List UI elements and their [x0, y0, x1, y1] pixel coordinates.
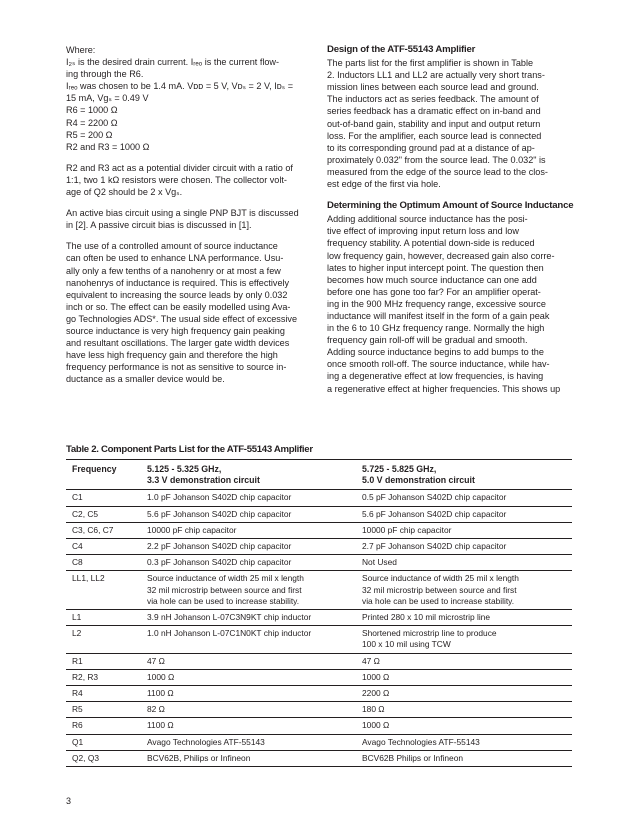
text-line: measured from the edge of the source lead to the clos- — [327, 166, 548, 177]
part-description-cell: 1.0 nH Johanson L-07C1N0KT chip inductor — [141, 626, 356, 653]
text-line: R2 and R3 act as a potential divider circuit with a ratio of — [66, 162, 293, 173]
resistor-values — [66, 104, 313, 152]
part-description-cell: BCV62B, Philips or Infineon — [141, 750, 356, 766]
text-line: in [2]. A passive circuit bias is discussed in [1]. — [66, 220, 252, 231]
text-line: Adding additional source inductance has the posi- — [327, 214, 528, 225]
part-designator-cell: R4 — [66, 686, 141, 702]
part-designator-cell: C8 — [66, 555, 141, 571]
optimum-heading: Determining the Optimum Amount of Source Inductance — [327, 200, 574, 212]
part-designator-cell: L2 — [66, 626, 141, 653]
text-line: lates to higher input intercept point. The question then — [327, 262, 544, 273]
text-line: mission lines between each source lead and ground. — [327, 82, 539, 93]
design-heading: Design of the ATF-55143 Amplifier — [327, 44, 476, 55]
text-line: est edge of the first via hole. — [327, 179, 441, 190]
text-line: source inductance is very high frequency gain peaking — [66, 325, 285, 336]
part-description-cell: 5.6 pF Johanson S402D chip capacitor — [356, 506, 572, 522]
iref-paragraph — [66, 80, 313, 104]
part-description-cell: Not Used — [356, 555, 572, 571]
text-line: ing in the 900 MHz frequency range, excessive source — [327, 298, 546, 309]
text-line: The use of a controlled amount of source inductance — [66, 241, 278, 252]
table-row — [66, 571, 572, 610]
part-description-cell: 5.6 pF Johanson S402D chip capacitor — [141, 506, 356, 522]
text-line: frequency gain roll-off will be gradual and smooth. — [327, 335, 528, 346]
text-line: tive effect of improving input return loss and low — [327, 226, 519, 237]
part-description-cell: Avago Technologies ATF-55143 — [141, 734, 356, 750]
text-line: low frequency gain, however, decreased gain also corre- — [327, 250, 555, 261]
part-designator-cell: C2, C5 — [66, 506, 141, 522]
text-line: inductance will manifest itself in the form of a gain peak — [327, 310, 550, 321]
part-designator-cell: Q2, Q3 — [66, 750, 141, 766]
part-description-cell: 3.9 nH Johanson L-07C3N9KT chip inductor — [141, 610, 356, 626]
header-circuit-b: 5.725 - 5.825 GHz, 5.0 V demonstration circuit — [356, 460, 572, 490]
resistor-line: R5 = 200 Ω — [66, 129, 113, 140]
part-description-cell: 1000 Ω — [141, 669, 356, 685]
table-body — [66, 490, 572, 767]
parts-table — [66, 459, 572, 767]
text-line: in the 6 to 10 GHz frequency range. Normally the high — [327, 323, 545, 334]
table-row — [66, 653, 572, 669]
table-title: Table 2. Component Parts List for the ATF-55143 Amplifier — [66, 444, 313, 455]
part-description-cell: 82 Ω — [141, 702, 356, 718]
part-designator-cell: R5 — [66, 702, 141, 718]
part-description-cell: 10000 pF chip capacitor — [356, 522, 572, 538]
table-header-row — [66, 460, 572, 490]
text-line: I₂ₛ is the desired drain current. Iᵣₑₒ is the current flow- — [66, 57, 280, 68]
part-designator-cell: C4 — [66, 539, 141, 555]
design-paragraph — [327, 57, 574, 190]
divider-paragraph — [66, 162, 313, 198]
table-row — [66, 750, 572, 766]
part-designator-cell: LL1, LL2 — [66, 571, 141, 610]
table-row — [66, 626, 572, 653]
text-line: series feedback has a dramatic effect on in-band and — [327, 106, 541, 117]
part-description-cell: 1100 Ω — [141, 718, 356, 734]
text-line: nanohenrys of inductance is required. This is effectively — [66, 277, 290, 288]
text-line: 2. Inductors LL1 and LL2 are actually very short trans- — [327, 70, 545, 81]
text-line: ally only a few tenths of a nanohenry or at most a few — [66, 265, 281, 276]
text-line: Adding source inductance begins to add bumps to the — [327, 347, 544, 358]
resistor-line: R6 = 1000 Ω — [66, 105, 118, 116]
text-line: proximately 0.032" from the source lead. The 0.032" is — [327, 154, 546, 165]
part-description-cell: Source inductance of width 25 mil x length 32 mil microstrip between source and first via hole can be used to increase stability. — [356, 571, 572, 610]
table-row — [66, 718, 572, 734]
text-line: ductance as a smaller device would be. — [66, 374, 225, 385]
part-description-cell: 47 Ω — [356, 653, 572, 669]
part-description-cell: 1000 Ω — [356, 669, 572, 685]
table-row — [66, 555, 572, 571]
part-description-cell: 10000 pF chip capacitor — [141, 522, 356, 538]
part-description-cell: Avago Technologies ATF-55143 — [356, 734, 572, 750]
text-line: and resultant oscillations. The larger gate width devices — [66, 338, 290, 349]
part-description-cell: Printed 280 x 10 mil microstrip line — [356, 610, 572, 626]
part-description-cell: 2.2 pF Johanson S402D chip capacitor — [141, 539, 356, 555]
part-description-cell: 1100 Ω — [141, 686, 356, 702]
text-line: The parts list for the first amplifier is shown in Table — [327, 58, 534, 69]
text-line: 15 mA, Vɡₛ = 0.49 V — [66, 93, 149, 104]
table-row — [66, 734, 572, 750]
table-row — [66, 522, 572, 538]
text-line: age of Q2 should be 2 x Vɡₛ. — [66, 187, 183, 198]
text-line: loss. For the amplifier, each source lead is connected — [327, 130, 542, 141]
part-description-cell: 0.3 pF Johanson S402D chip capacitor — [141, 555, 356, 571]
text-line: to its corresponding ground pad at a distance of ap- — [327, 142, 535, 153]
table-row — [66, 669, 572, 685]
part-designator-cell: C3, C6, C7 — [66, 522, 141, 538]
part-designator-cell: R2, R3 — [66, 669, 141, 685]
where-label: Where: — [66, 45, 96, 55]
part-description-cell: Source inductance of width 25 mil x length 32 mil microstrip between source and first via hole can be used to increase stability. — [141, 571, 356, 610]
part-description-cell: 47 Ω — [141, 653, 356, 669]
part-description-cell: 1.0 pF Johanson S402D chip capacitor — [141, 490, 356, 506]
text-line: frequency performance is not as sensitive to source in- — [66, 362, 287, 373]
table-row — [66, 610, 572, 626]
source-inductance-paragraph — [66, 240, 313, 385]
text-line: before one has gone too far? For an amplifier operat- — [327, 286, 541, 297]
text-line: ing through the R6. — [66, 69, 144, 80]
text-line: frequency stability. A potential down-side is reduced — [327, 238, 535, 249]
part-designator-cell: L1 — [66, 610, 141, 626]
part-description-cell: BCV62B Philips or Infineon — [356, 750, 572, 766]
header-frequency: Frequency — [66, 460, 141, 490]
part-description-cell: 1000 Ω — [356, 718, 572, 734]
text-line: a regenerative effect at higher frequencies. This shows up — [327, 383, 561, 394]
part-designator-cell: R1 — [66, 653, 141, 669]
page-number: 3 — [66, 796, 72, 806]
right-column — [327, 44, 574, 405]
table-row — [66, 506, 572, 522]
part-description-cell: 2200 Ω — [356, 686, 572, 702]
text-line: 1:1, two 1 kΩ resistors were chosen. The collector volt- — [66, 174, 287, 185]
text-line: becomes how much source inductance can one add — [327, 274, 537, 285]
text-line: go Technologies ADS*. The usual side effect of excessive — [66, 313, 298, 324]
table-row — [66, 490, 572, 506]
optimum-paragraph — [327, 213, 574, 394]
active-bias-paragraph — [66, 207, 313, 231]
text-line: inch or so. The effect can be easily modelled using Ava- — [66, 301, 291, 312]
part-description-cell: Shortened microstrip line to produce 100 x 10 mil using TCW — [356, 626, 572, 653]
text-line: Iᵣₑₒ was chosen to be 1.4 mA. Vᴅᴅ = 5 V, Vᴅₛ = 2 V, Iᴅₛ = — [66, 81, 294, 92]
part-description-cell: 180 Ω — [356, 702, 572, 718]
table-row — [66, 686, 572, 702]
resistor-line: R2 and R3 = 1000 Ω — [66, 141, 150, 152]
text-line: out-of-band gain, stability and input and output return — [327, 118, 541, 129]
text-line: can often be used to enhance LNA performance. Usu- — [66, 253, 284, 264]
part-designator-cell: Q1 — [66, 734, 141, 750]
part-designator-cell: R6 — [66, 718, 141, 734]
resistor-line: R4 = 2200 Ω — [66, 117, 118, 128]
table-row — [66, 539, 572, 555]
part-description-cell: 0.5 pF Johanson S402D chip capacitor — [356, 490, 572, 506]
left-column — [66, 44, 313, 394]
table-row — [66, 702, 572, 718]
text-line: The inductors act as series feedback. The amount of — [327, 94, 539, 105]
text-line: ing a degenerative effect at low frequencies, is having — [327, 371, 544, 382]
text-line: once smooth roll-off. The source inductance, while hav- — [327, 359, 550, 370]
part-description-cell: 2.7 pF Johanson S402D chip capacitor — [356, 539, 572, 555]
part-designator-cell: C1 — [66, 490, 141, 506]
text-line: An active bias circuit using a single PNP BJT is discussed — [66, 208, 299, 219]
text-line: have less high frequency gain and therefore the high — [66, 350, 278, 361]
header-circuit-a: 5.125 - 5.325 GHz, 3.3 V demonstration circuit — [141, 460, 356, 490]
ids-paragraph — [66, 56, 313, 80]
text-line: equivalent to increasing the source leads by only 0.032 — [66, 289, 288, 300]
